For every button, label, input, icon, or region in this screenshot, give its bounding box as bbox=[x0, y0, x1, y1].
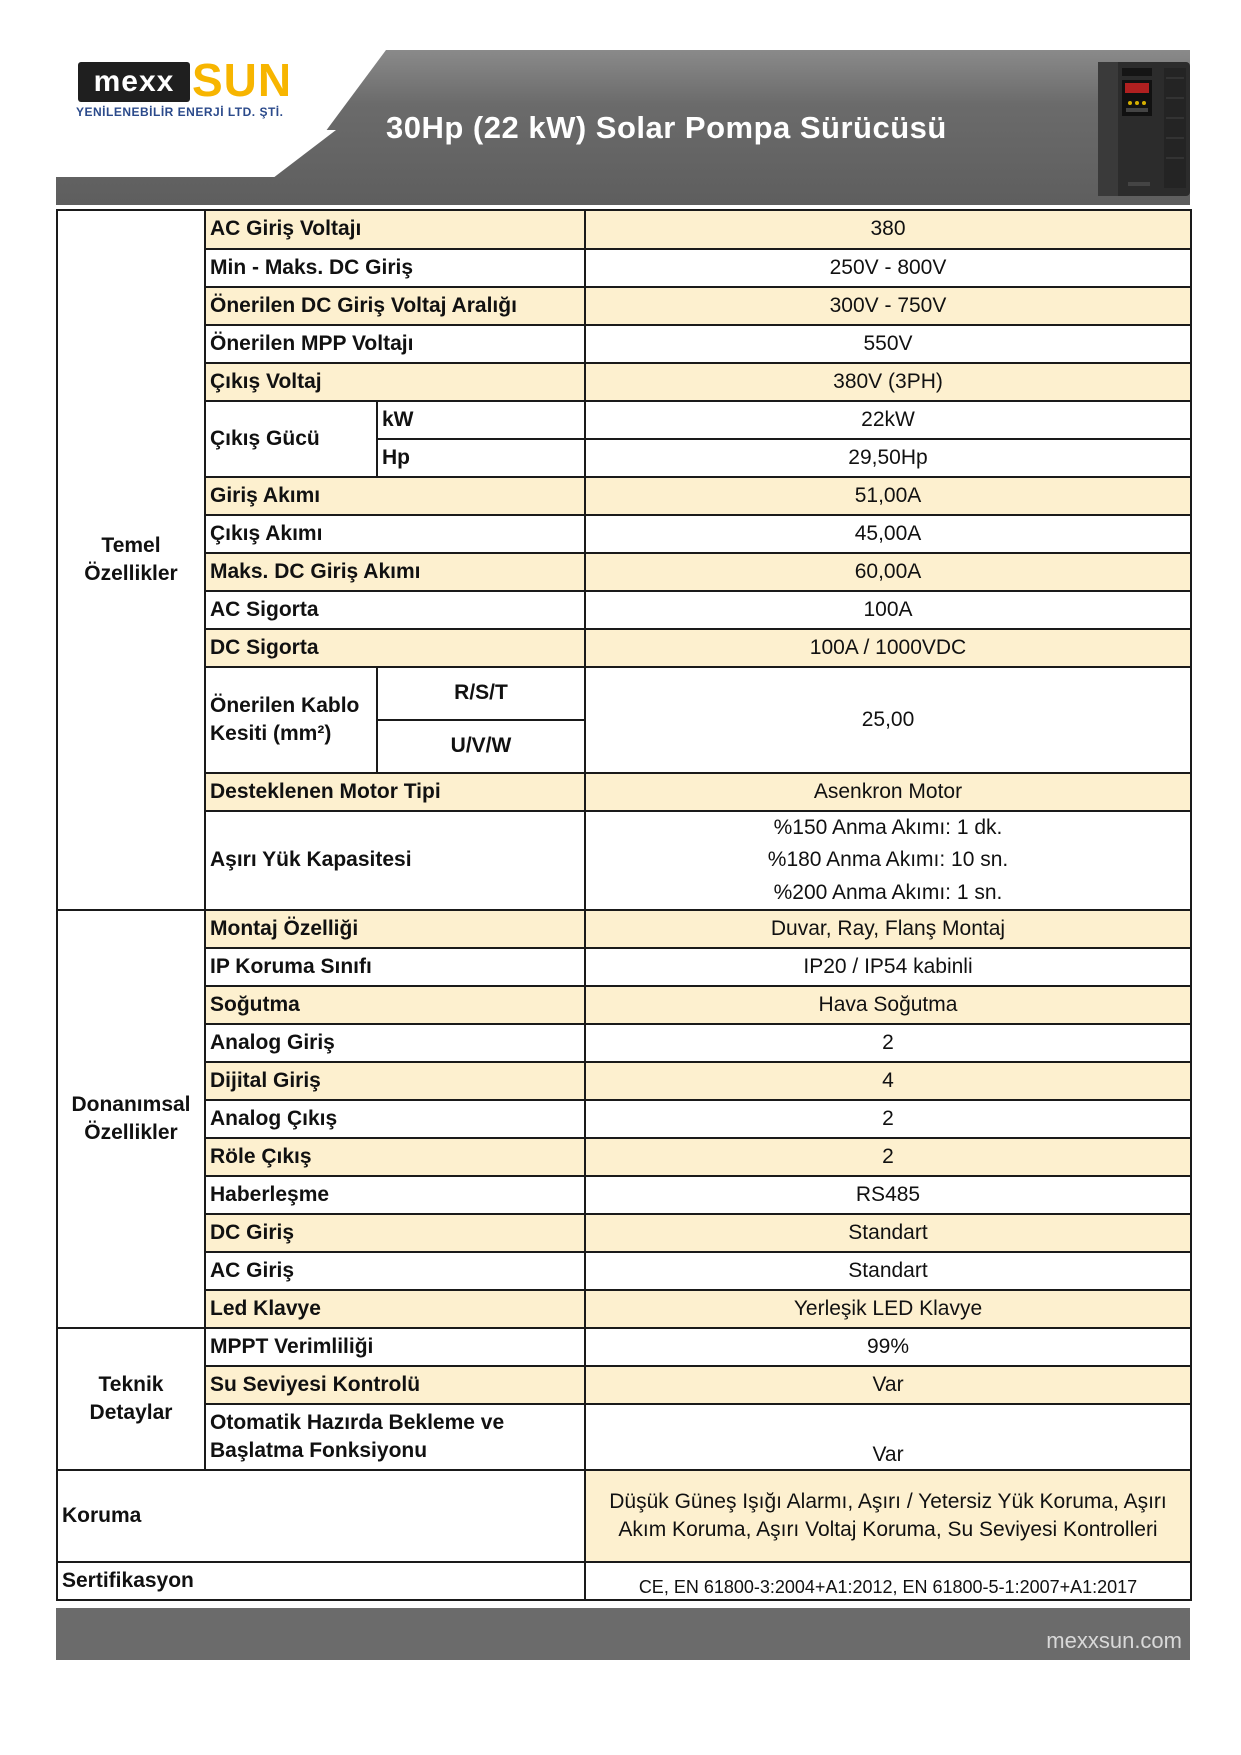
table-row bbox=[57, 1470, 1191, 1562]
row-label: Su Seviyesi Kontrolü bbox=[205, 1366, 585, 1404]
table-row bbox=[57, 1100, 1191, 1138]
row-value: 380 bbox=[585, 210, 1191, 249]
page-title: 30Hp (22 kW) Solar Pompa Sürücüsü bbox=[386, 110, 947, 145]
row-label: Montaj Özelliği bbox=[205, 910, 585, 948]
row-value: Hava Soğutma bbox=[585, 986, 1191, 1024]
row-label: Soğutma bbox=[205, 986, 585, 1024]
table-row bbox=[57, 1366, 1191, 1404]
row-label: Sertifikasyon bbox=[57, 1562, 585, 1600]
row-value: Düşük Güneş Işığı Alarmı, Aşırı / Yetersiz Yük Koruma, Aşırı Akım Koruma, Aşırı Voltaj Koruma, Su Seviyesi Kontrolleri bbox=[585, 1470, 1191, 1562]
row-label: Haberleşme bbox=[205, 1176, 585, 1214]
row-label: Önerilen DC Giriş Voltaj Aralığı bbox=[205, 287, 585, 325]
table-row bbox=[57, 629, 1191, 667]
row-sublabel: Hp bbox=[377, 439, 585, 477]
row-value: IP20 / IP54 kabinli bbox=[585, 948, 1191, 986]
row-value: 45,00A bbox=[585, 515, 1191, 553]
row-label: MPPT Verimliliği bbox=[205, 1328, 585, 1366]
row-value: 100A bbox=[585, 591, 1191, 629]
table-row bbox=[57, 363, 1191, 401]
row-value: 60,00A bbox=[585, 553, 1191, 591]
group-donanimsal-ozellikler: Donanımsal Özellikler bbox=[57, 910, 205, 1328]
group-temel-ozellikler: Temel Özellikler bbox=[57, 210, 205, 910]
row-value: 2 bbox=[585, 1100, 1191, 1138]
row-label: Analog Çıkış bbox=[205, 1100, 585, 1138]
row-label: Önerilen MPP Voltajı bbox=[205, 325, 585, 363]
row-value: 380V (3PH) bbox=[585, 363, 1191, 401]
table-row bbox=[57, 986, 1191, 1024]
table-row bbox=[57, 773, 1191, 811]
table-row bbox=[57, 553, 1191, 591]
logo-tagline: YENİLENEBİLİR ENERJİ LTD. ŞTİ. bbox=[76, 105, 284, 119]
row-value: Duvar, Ray, Flanş Montaj bbox=[585, 910, 1191, 948]
table-row bbox=[57, 325, 1191, 363]
table-row bbox=[57, 811, 1191, 844]
row-value: 2 bbox=[585, 1024, 1191, 1062]
row-label: AC Giriş bbox=[205, 1252, 585, 1290]
table-row bbox=[57, 1176, 1191, 1214]
table-row bbox=[57, 910, 1191, 948]
table-row bbox=[57, 591, 1191, 629]
logo-sun: SUN bbox=[192, 54, 293, 106]
row-value: 22kW bbox=[585, 401, 1191, 439]
row-value: 29,50Hp bbox=[585, 439, 1191, 477]
group-teknik-detaylar: Teknik Detaylar bbox=[57, 1328, 205, 1470]
table-row bbox=[57, 249, 1191, 287]
row-value: Standart bbox=[585, 1214, 1191, 1252]
table-row bbox=[57, 515, 1191, 553]
row-sublabel: U/V/W bbox=[377, 720, 585, 773]
table-row bbox=[57, 477, 1191, 515]
row-label: IP Koruma Sınıfı bbox=[205, 948, 585, 986]
table-row bbox=[57, 1214, 1191, 1252]
row-value: Yerleşik LED Klavye bbox=[585, 1290, 1191, 1328]
row-value: Var bbox=[585, 1366, 1191, 1404]
row-label: Röle Çıkış bbox=[205, 1138, 585, 1176]
row-label: DC Giriş bbox=[205, 1214, 585, 1252]
table-row bbox=[57, 1138, 1191, 1176]
spec-table bbox=[56, 209, 1192, 1601]
row-label: Çıkış Voltaj bbox=[205, 363, 585, 401]
table-row bbox=[57, 1404, 1191, 1470]
row-label: Giriş Akımı bbox=[205, 477, 585, 515]
logo-mexx: mexx bbox=[78, 62, 190, 102]
row-label: AC Sigorta bbox=[205, 591, 585, 629]
row-label: Çıkış Akımı bbox=[205, 515, 585, 553]
table-row bbox=[57, 1562, 1191, 1600]
row-value: Var bbox=[585, 1404, 1191, 1470]
footer-website: mexxsun.com bbox=[1046, 1628, 1182, 1653]
row-sublabel: R/S/T bbox=[377, 667, 585, 720]
footer-band bbox=[56, 1608, 1190, 1660]
row-value: 300V - 750V bbox=[585, 287, 1191, 325]
row-value-line: %180 Anma Akımı: 10 sn. bbox=[585, 844, 1191, 877]
row-value-line: %150 Anma Akımı: 1 dk. bbox=[585, 811, 1191, 844]
header-banner bbox=[56, 50, 1190, 205]
row-label: Önerilen Kablo Kesiti (mm²) bbox=[205, 667, 377, 773]
row-value: 2 bbox=[585, 1138, 1191, 1176]
row-label: Desteklenen Motor Tipi bbox=[205, 773, 585, 811]
row-label: Analog Giriş bbox=[205, 1024, 585, 1062]
row-value: 51,00A bbox=[585, 477, 1191, 515]
row-value: 100A / 1000VDC bbox=[585, 629, 1191, 667]
row-label: Min - Maks. DC Giriş bbox=[205, 249, 585, 287]
row-label: Çıkış Gücü bbox=[205, 401, 377, 477]
row-value: 550V bbox=[585, 325, 1191, 363]
row-value: 4 bbox=[585, 1062, 1191, 1100]
solar-pump-inverter-image bbox=[1094, 58, 1194, 200]
row-value: 25,00 bbox=[585, 667, 1191, 773]
row-label: Led Klavye bbox=[205, 1290, 585, 1328]
row-value: CE, EN 61800-3:2004+A1:2012, EN 61800-5-1:2007+A1:2017 bbox=[585, 1562, 1191, 1600]
row-label: Otomatik Hazırda Bekleme ve Başlatma Fonksiyonu bbox=[205, 1404, 585, 1470]
table-row bbox=[57, 1252, 1191, 1290]
row-label: Aşırı Yük Kapasitesi bbox=[205, 811, 585, 910]
table-row bbox=[57, 287, 1191, 325]
table-row bbox=[57, 1328, 1191, 1366]
table-row bbox=[57, 1062, 1191, 1100]
row-label: DC Sigorta bbox=[205, 629, 585, 667]
table-row bbox=[57, 1024, 1191, 1062]
row-value-line: %200 Anma Akımı: 1 sn. bbox=[585, 877, 1191, 910]
table-row bbox=[57, 210, 1191, 249]
row-sublabel: kW bbox=[377, 401, 585, 439]
table-row bbox=[57, 667, 1191, 720]
table-row bbox=[57, 401, 1191, 439]
row-value: Asenkron Motor bbox=[585, 773, 1191, 811]
row-value: 99% bbox=[585, 1328, 1191, 1366]
row-label: Koruma bbox=[57, 1470, 585, 1562]
row-value: 250V - 800V bbox=[585, 249, 1191, 287]
row-label: Maks. DC Giriş Akımı bbox=[205, 553, 585, 591]
table-row bbox=[57, 1290, 1191, 1328]
row-value: Standart bbox=[585, 1252, 1191, 1290]
row-value: RS485 bbox=[585, 1176, 1191, 1214]
table-row bbox=[57, 948, 1191, 986]
row-label: Dijital Giriş bbox=[205, 1062, 585, 1100]
row-label: AC Giriş Voltajı bbox=[205, 210, 585, 249]
